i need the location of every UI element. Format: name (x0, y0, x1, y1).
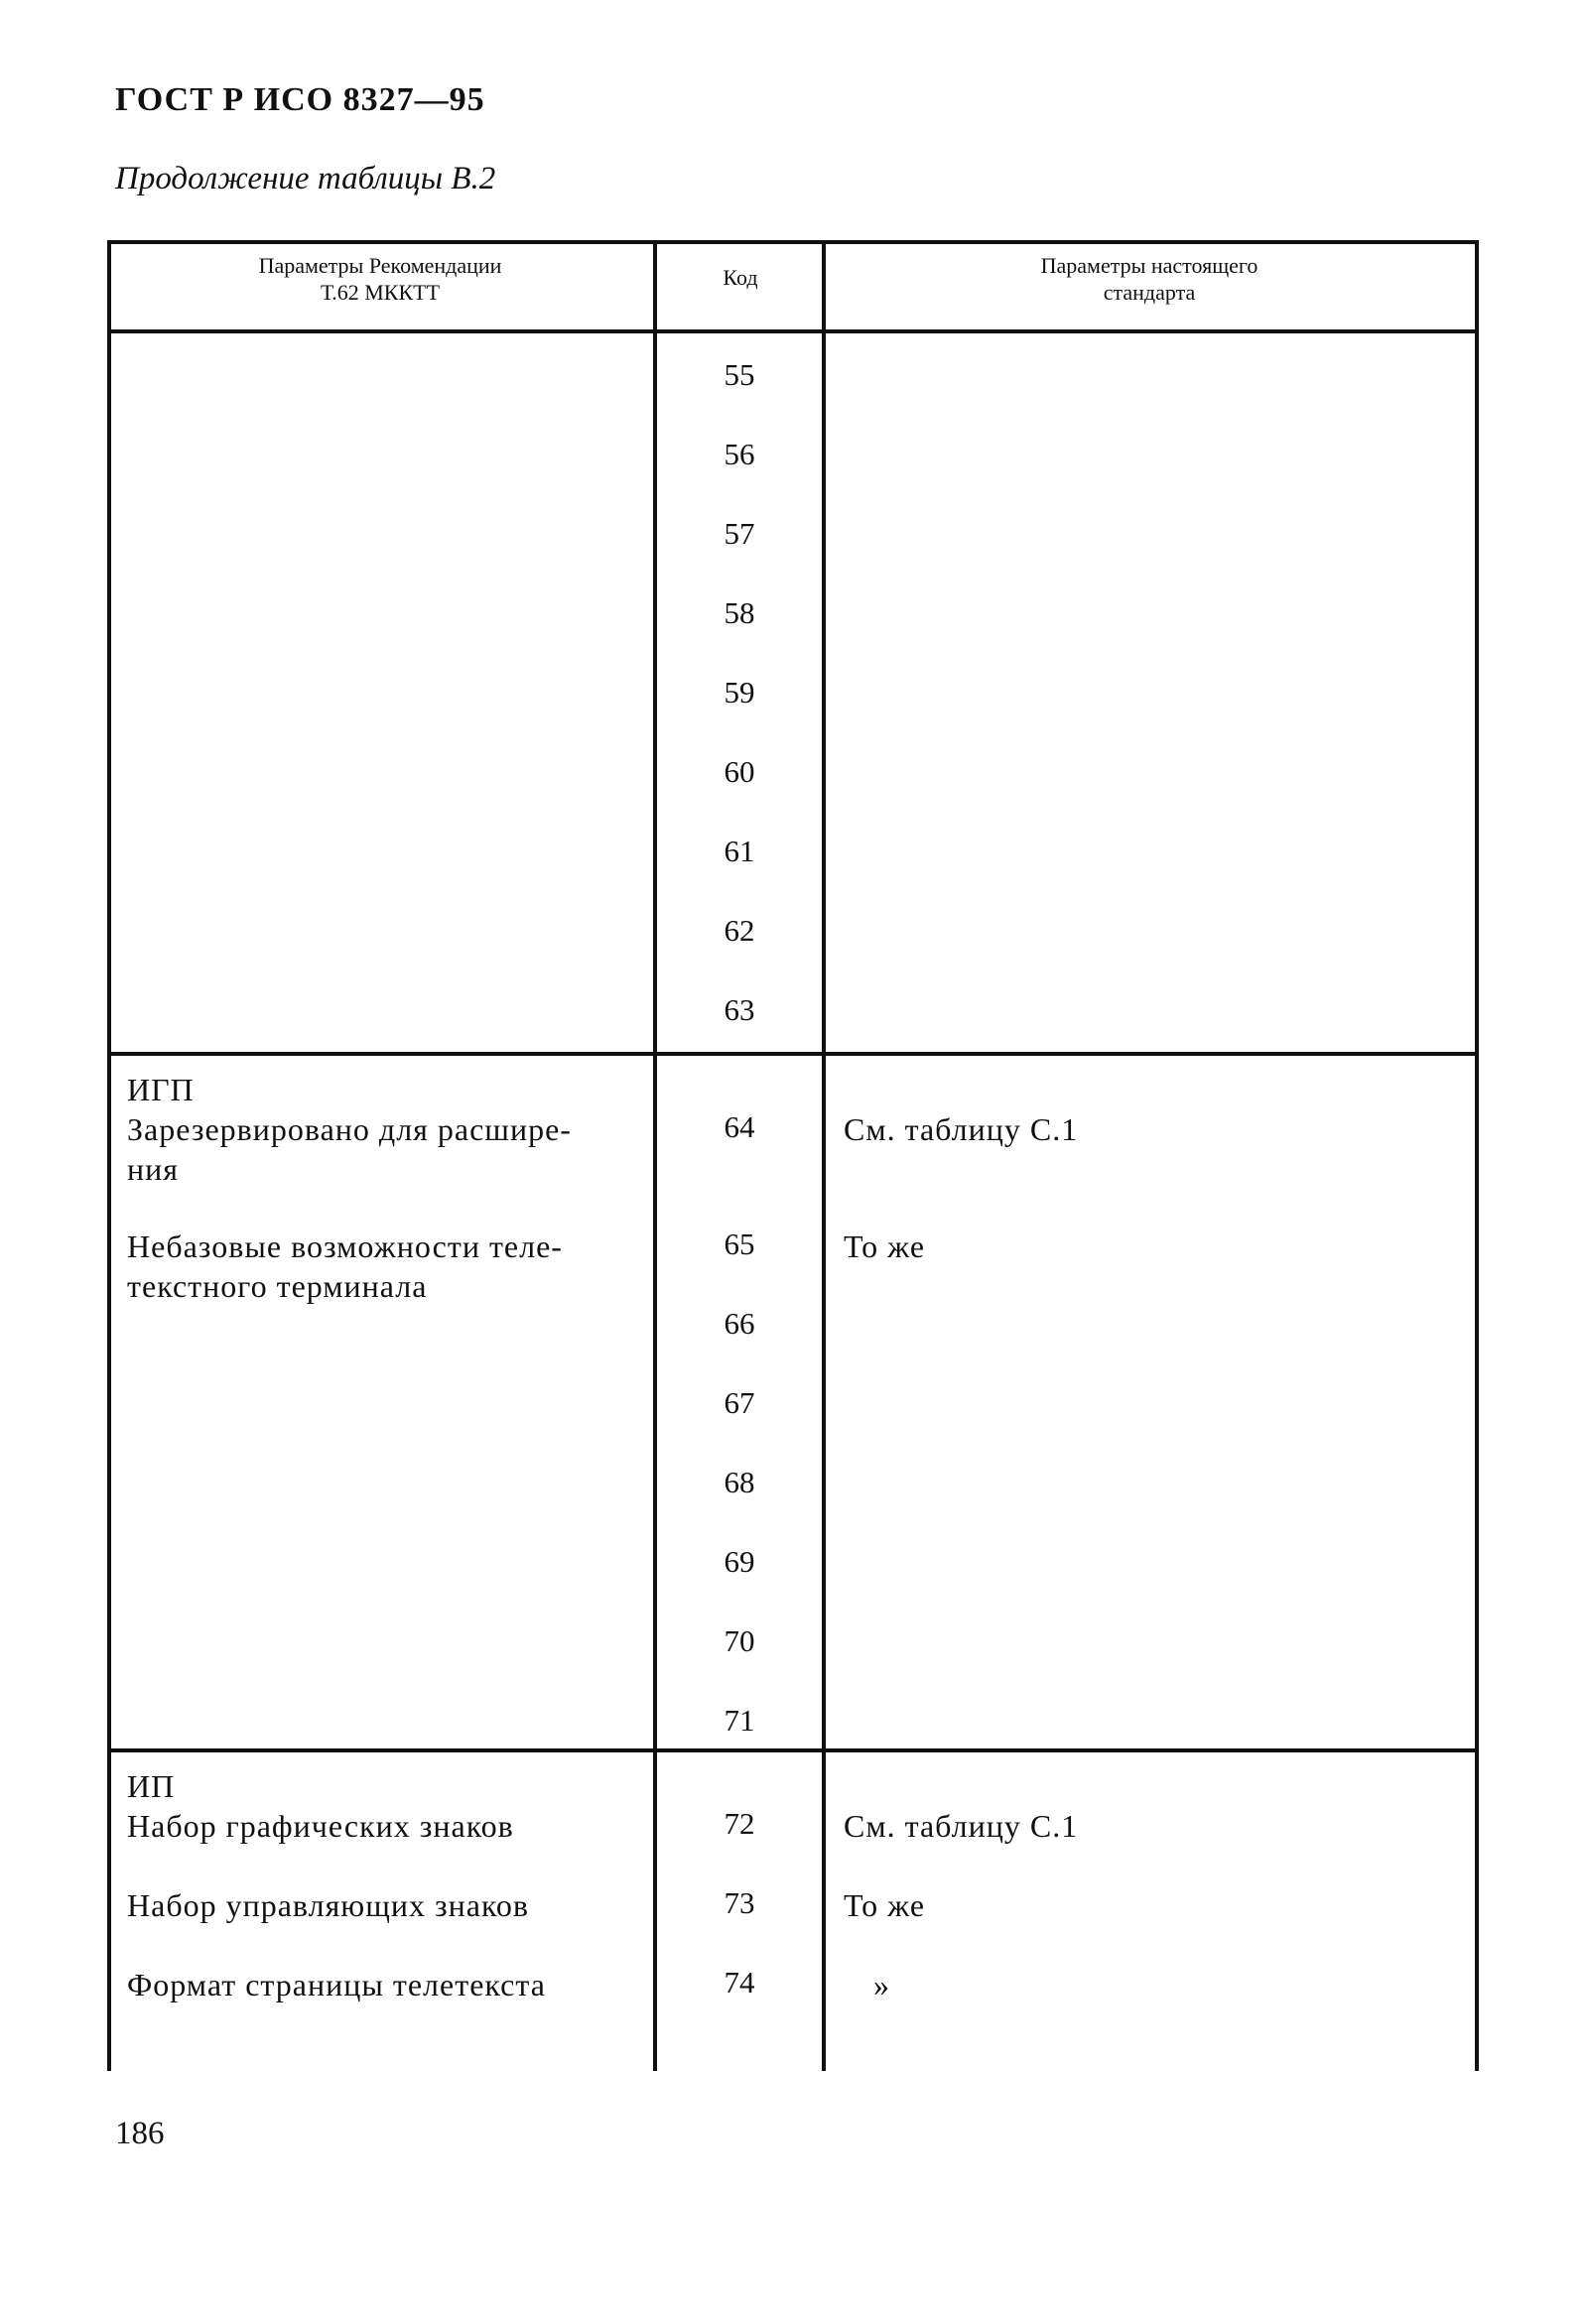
column-header-t62-parameters (117, 252, 643, 306)
table-border-left (107, 240, 111, 2071)
code-cell: 61 (724, 834, 755, 868)
code-cell: 74 (724, 1965, 755, 2000)
code-cell: 73 (724, 1885, 755, 1920)
parameter-cell: ния (127, 1151, 179, 1187)
table-border-right (1475, 240, 1479, 2071)
reference-cell: См. таблицу С.1 (844, 1808, 1079, 1844)
code-cell: 57 (724, 516, 755, 551)
parameter-cell: Набор графических знаков (127, 1808, 514, 1844)
column-header-standard-parameters (828, 252, 1471, 306)
reference-cell: То же (844, 1228, 926, 1264)
code-cell: 70 (724, 1623, 755, 1658)
code-cell: 62 (724, 913, 755, 948)
parameter-cell: Зарезервировано для расшире- (127, 1111, 572, 1147)
column-header-line: Параметры настоящего (1040, 253, 1258, 278)
reference-cell: » (873, 1967, 890, 2002)
parameter-cell: Небазовые возможности теле- (127, 1228, 563, 1264)
code-cell: 65 (724, 1227, 755, 1261)
code-cell: 56 (724, 437, 755, 471)
column-header-line: Код (723, 265, 758, 290)
column-header-code (659, 264, 822, 291)
column-header-line: стандарта (1103, 280, 1196, 305)
group-label: ИГП (127, 1072, 195, 1107)
parameter-cell: Набор управляющих знаков (127, 1887, 529, 1923)
code-cell: 66 (724, 1306, 755, 1341)
code-cell: 64 (724, 1109, 755, 1144)
parameters-table (107, 240, 1479, 2071)
group-label: ИП (127, 1768, 176, 1804)
code-cell: 58 (724, 595, 755, 630)
code-cell: 72 (724, 1806, 755, 1841)
reference-cell: То же (844, 1887, 926, 1923)
code-cell: 59 (724, 675, 755, 710)
code-cell: 67 (724, 1385, 755, 1420)
column-divider (822, 240, 826, 2071)
code-cell: 63 (724, 992, 755, 1027)
column-divider (653, 240, 657, 2071)
page-number: 186 (115, 2116, 165, 2151)
code-cell: 71 (724, 1703, 755, 1738)
reference-cell: См. таблицу С.1 (844, 1111, 1079, 1147)
column-header-line: Параметры Рекомендации (258, 253, 502, 278)
column-header-line: Т.62 МККТТ (320, 280, 441, 305)
parameter-cell: текстного терминала (127, 1268, 428, 1304)
table-border-top (107, 240, 1479, 244)
parameter-cell: Формат страницы телетекста (127, 1967, 546, 2002)
section-divider (107, 1748, 1479, 1752)
header-divider (107, 329, 1479, 333)
code-cell: 60 (724, 754, 755, 789)
section-divider (107, 1052, 1479, 1056)
table-caption: Продолжение таблицы В.2 (115, 161, 496, 196)
code-cell: 69 (724, 1544, 755, 1579)
document-title: ГОСТ Р ИСО 8327—95 (115, 81, 485, 118)
code-cell: 55 (724, 357, 755, 392)
code-cell: 68 (724, 1465, 755, 1499)
